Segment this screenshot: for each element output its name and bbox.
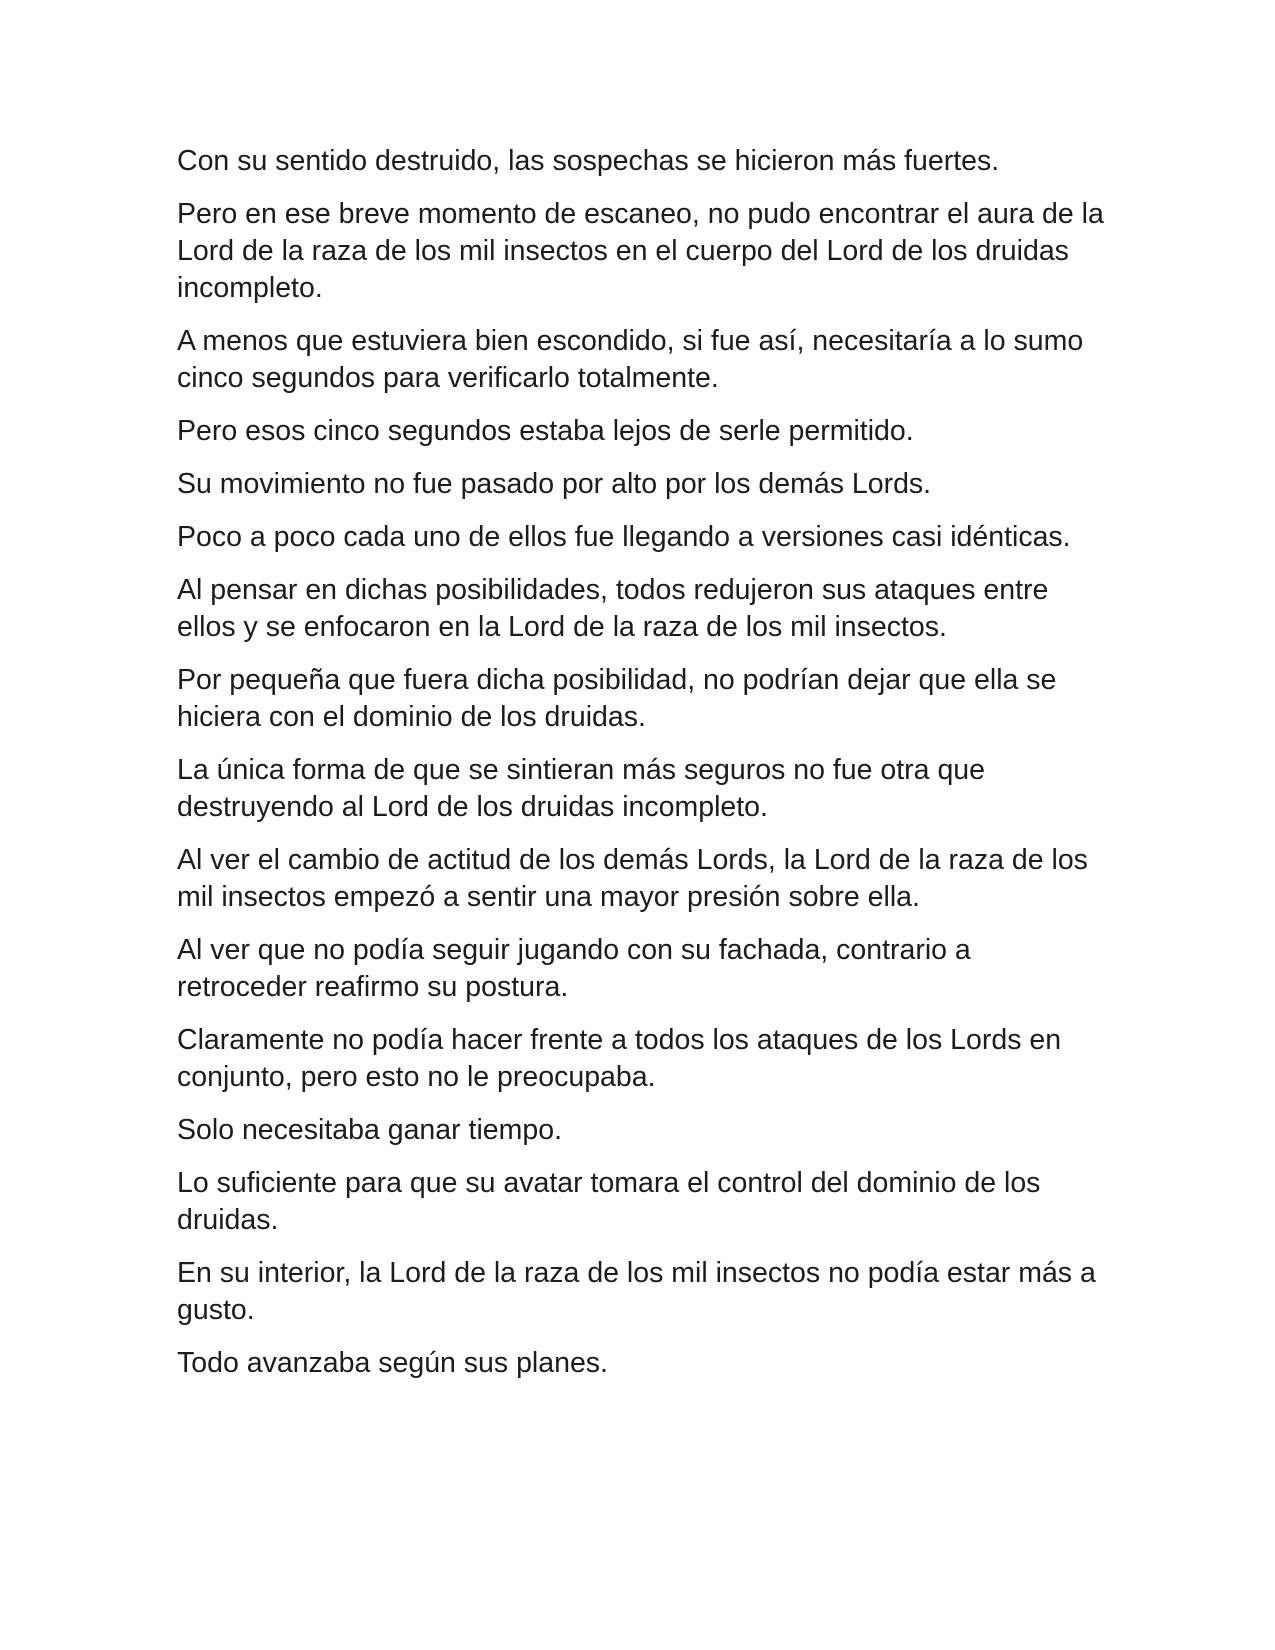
paragraph: Todo avanzaba según sus planes. [177,1347,608,1379]
paragraph: Su movimiento no fue pasado por alto por los demás Lords. [177,468,932,500]
paragraph: La única forma de que se sintieran más seguros no fue otra que destruyendo al Lord de los druidas incompleto. [177,754,985,823]
paragraph: Al pensar en dichas posibilidades, todos redujeron sus ataques entre ellos y se enfocaron en la Lord de la raza de los mil insectos. [177,574,1049,643]
paragraph: Al ver el cambio de actitud de los demás Lords, la Lord de la raza de los mil insectos empezó a sentir una mayor presión sobre ella. [177,844,1088,913]
text-body [177,143,1107,1398]
paragraph: Solo necesitaba ganar tiempo. [177,1114,563,1146]
paragraph: Poco a poco cada uno de ellos fue llegando a versiones casi idénticas. [177,521,1071,553]
paragraph: Claramente no podía hacer frente a todos los ataques de los Lords en conjunto, pero esto no le preocupaba. [177,1024,1062,1093]
paragraph: Con su sentido destruido, las sospechas se hicieron más fuertes. [177,145,1000,177]
paragraph: Al ver que no podía seguir jugando con su fachada, contrario a retroceder reafirmo su postura. [177,934,971,1003]
paragraph: En su interior, la Lord de la raza de los mil insectos no podía estar más a gusto. [177,1257,1096,1326]
paragraph: Por pequeña que fuera dicha posibilidad, no podrían dejar que ella se hiciera con el dominio de los druidas. [177,664,1057,733]
paragraph: Pero en ese breve momento de escaneo, no pudo encontrar el aura de la Lord de la raza de los mil insectos en el cuerpo del Lord de los druidas incompleto. [177,198,1104,304]
paragraph: Pero esos cinco segundos estaba lejos de serle permitido. [177,415,914,447]
paragraph: Lo suficiente para que su avatar tomara el control del dominio de los druidas. [177,1167,1041,1236]
paragraph: A menos que estuviera bien escondido, si fue así, necesitaría a lo sumo cinco segundos para verificarlo totalmente. [177,325,1084,394]
